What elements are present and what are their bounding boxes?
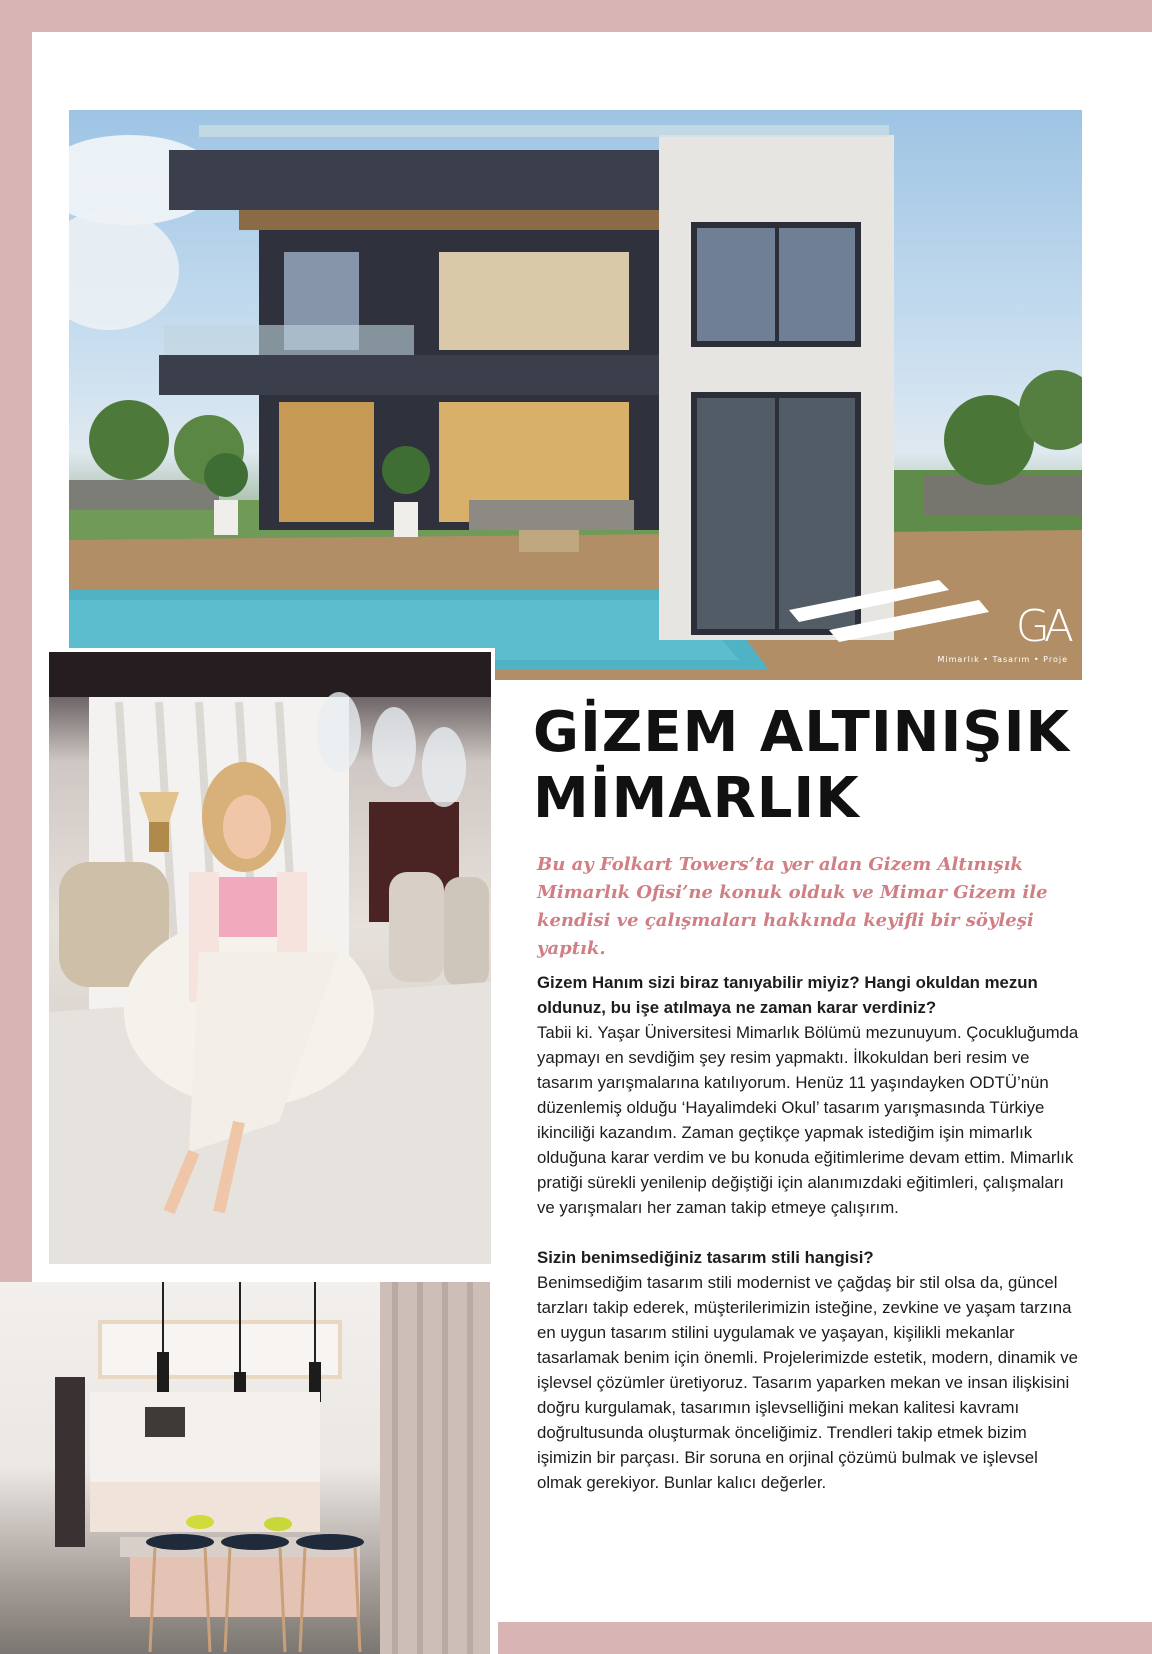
kitchen-illustration	[0, 1282, 490, 1654]
question-2: Sizin benimsediğiniz tasarım stili hangisi?	[537, 1248, 874, 1267]
answer-1: Tabii ki. Yaşar Üniversitesi Mimarlık Bölümü mezunuyum. Çocukluğumda yapmayı en sevdiğim şey resim yapmaktı. İlkokuldan beri resim ve tasarım yarışmalarına katılıyorum. Henüz 11 yaşındayken ODTÜ’nün düzenlemiş olduğu ‘Hayalimdeki Okul’ tasarım yarışmasında Türkiye ikinciliği kazandım. Zaman geçtikçe yapmak istediğim işin mimarlık olduğuna karar verdim ve bu konuda eğitimlerime devam ettim. Mimarlık pratiği sürekli yenilenip değiştiği için alanımızdaki eğitimleri, çalışmaları ve yarışmaları her zaman takip etmeye çalışırım.	[537, 1023, 1079, 1217]
kitchen-photo	[0, 1282, 498, 1654]
article-lead: Bu ay Folkart Towers’ta yer alan Gizem Altınışık Mimarlık Ofisi’ne konuk olduk ve Mimar Gizem ile kendisi ve çalışmaları hakkında keyifli bir söyleşi yaptık.	[537, 854, 1048, 959]
answer-2: Benimsediğim tasarım stili modernist ve çağdaş bir stil olsa da, güncel tarzları takip ederek, müşterilerimizin isteğine, zevkine ve yaşam tarzına en uygun tasarım stilini uygulamak ve yaşayan, kişilikli mekanlar tasarlamak benim için önemli. Projelerimizde estetik, modern, dinamik ve işlevsel çözümler üretiyoruz. Tasarım yaparken mekan ve insan ilişkisini doğru kurgulamak, tasarımın işlevselliğini mekan kalitesi kavramı doğrultusunda oluşturmak önceliğimiz. Trendleri takip etmek bizim işimizin bir parçası. Bir soruna en orjinal çözümü bulmak ve işlevsel olmak gerekiyor. Bunlar kalıcı değerler.	[537, 1273, 1078, 1492]
title-line-1: GİZEM ALTINIŞIK	[533, 700, 1070, 765]
logo-letters: GA	[1015, 601, 1068, 652]
villa-photo	[69, 110, 1082, 680]
portrait-illustration	[49, 652, 491, 1264]
architect-portrait-photo	[45, 648, 495, 1268]
article-title	[533, 700, 1093, 832]
question-1: Gizem Hanım sizi biraz tanıyabilir miyiz? Hangi okuldan mezun oldunuz, bu işe atılmaya ne zaman karar verdiniz?	[537, 973, 1038, 1017]
article-body	[537, 970, 1082, 1495]
bottom-border-band	[498, 1622, 1152, 1654]
villa-illustration	[69, 110, 1082, 680]
brand-logo	[937, 601, 1068, 664]
title-line-2: MİMARLIK	[533, 766, 860, 831]
logo-tagline: Mimarlık • Tasarım • Proje	[937, 655, 1068, 664]
